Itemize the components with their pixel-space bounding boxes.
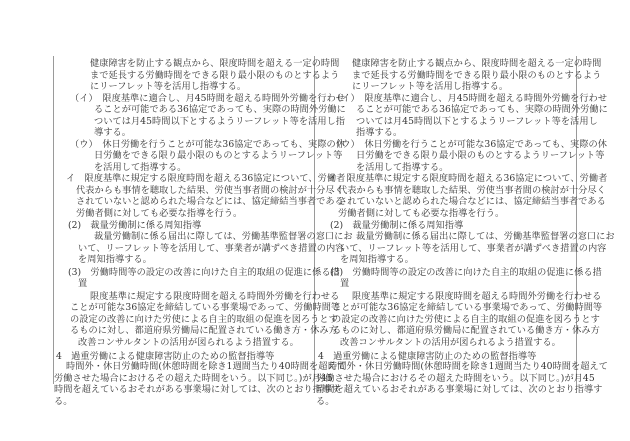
text-line: るものに対し、都道府県労働局に配置されている働き方・休み方 bbox=[70, 325, 338, 336]
text-line: るものに対し、都道府県労働局に配置されている働き方・休み方 bbox=[332, 325, 600, 336]
text-line: 代表からも事情を聴取した結果、労使当事者間の検討が十分尽く bbox=[338, 185, 606, 196]
text-line: （ウ） 休日労働を行うことが可能な36協定であっても、実際の休 bbox=[70, 139, 345, 150]
text-line: 時間外・休日労働時間(休憩時間を除き1週間当たり40時間を超えて bbox=[66, 361, 346, 372]
text-line: (3) 労働時間等の設定の改善に向けた自主的取組の促進に係る措 bbox=[330, 267, 602, 278]
text-line: 限度基準に規定する限度時間を超える時間外労働を行わせる bbox=[352, 291, 602, 302]
text-line: 限度基準に規定する限度時間を超える時間外労働を行わせる bbox=[90, 291, 340, 302]
text-line: されていないと認められた場合などには、協定締結当事者である bbox=[76, 196, 344, 207]
text-line: 指導する。 bbox=[356, 127, 403, 138]
text-line: 4 過重労働による健康障害防止のための監督指導等 bbox=[56, 351, 275, 362]
text-line: まで延長する労働時間をできる限り最小限のものとするよう bbox=[352, 70, 602, 81]
text-line: にリーフレット等を活用し指導する。 bbox=[352, 81, 509, 92]
text-line: 労働者側に対しても必要な指導を行う。 bbox=[76, 208, 243, 219]
text-line: 健康障害を防止する観点から、限度時間を超える一定の時間 bbox=[90, 58, 340, 69]
text-line: 導する。 bbox=[94, 127, 131, 138]
text-line: る。 bbox=[54, 396, 73, 407]
text-line: ことが可能な36協定を締結している事業場であって、労働時間等 bbox=[332, 302, 603, 313]
text-line: 代表からも事情を聴取した結果、労使当事者間の検討が十分尽く bbox=[76, 185, 344, 196]
text-line: いて、リーフレット等を活用して、事業者が講ずべき措置の内容 bbox=[78, 243, 345, 254]
text-line: イ 限度基準に規定する限度時間を超える36協定について、労働者 bbox=[66, 173, 346, 184]
text-line: 労働させた場合におけるその超えた時間をいう。以下同じ。)が月45 bbox=[54, 373, 333, 384]
text-line: いて、リーフレット等を活用して、事業者が講ずべき措置の内容 bbox=[340, 243, 607, 254]
text-line: （イ） 限度基準に適合し、月45時間を超える時間外労働を行わせ bbox=[332, 93, 608, 104]
text-line: 日労働をできる限り最小限のものとするようリーフレット等 bbox=[94, 150, 343, 161]
text-line: 時間を超えているおそれがある事業場に対しては、次のとおり指導す bbox=[316, 384, 603, 395]
text-line: (2) 裁量労働制に係る周知指導 bbox=[330, 220, 464, 231]
text-line: 置 bbox=[78, 278, 88, 289]
text-line: （ウ） 休日労働を行うことが可能な36協定であっても、実際の休 bbox=[332, 139, 607, 150]
text-line: ることが可能である36協定であっても、実際の時間外労働に bbox=[356, 104, 608, 115]
text-line: 健康障害を防止する観点から、限度時間を超える一定の時間 bbox=[352, 58, 602, 69]
text-line: ついては月45時間以下とするようリーフレット等を活用し bbox=[356, 116, 598, 127]
text-line: 時間外・休日労働時間(休憩時間を除き1週間当たり40時間を超えて bbox=[328, 361, 608, 372]
text-line: 4 過重労働による健康障害防止のための監督指導等 bbox=[318, 351, 537, 362]
text-line: (3) 労働時間等の設定の改善に向けた自主的取組の促進に係る措 bbox=[68, 267, 340, 278]
text-line: 労働者側に対しても必要な指導を行う。 bbox=[338, 208, 505, 219]
text-line: の設定の改善に向けた労使による自主的取組の促進を図ろうとす bbox=[70, 314, 338, 325]
text-line: 置 bbox=[340, 278, 350, 289]
text-line: を活用して指導する。 bbox=[356, 162, 449, 173]
text-line: イ 限度基準に規定する限度時間を超える36協定について、労働者 bbox=[328, 173, 608, 184]
text-line: る。 bbox=[316, 396, 335, 407]
text-line: まで延長する労働時間をできる限り最小限のものとするよう bbox=[90, 70, 340, 81]
text-line: 時間を超えているおそれがある事業場に対しては、次のとおり指導す bbox=[54, 384, 341, 395]
text-line: ることが可能である36協定であっても、実際の時間外労働に bbox=[94, 104, 346, 115]
text-line: を周知指導する。 bbox=[78, 254, 152, 265]
text-line: 日労働をできる限り最小限のものとするようリーフレット等 bbox=[356, 150, 605, 161]
text-line: ついては月45時間以下とするようリーフレット等を活用し指 bbox=[94, 116, 346, 127]
text-line: (2) 裁量労働制に係る周知指導 bbox=[68, 220, 202, 231]
text-line: を周知指導する。 bbox=[340, 254, 414, 265]
text-line: 改善コンサルタントの活用が図られるよう措置する。 bbox=[78, 337, 299, 348]
text-line: 労働させた場合におけるその超えた時間をいう。以下同じ。)が月45 bbox=[316, 373, 595, 384]
text-line: にリーフレット等を活用し指導する。 bbox=[90, 81, 247, 92]
text-line: 改善コンサルタントの活用が図られるよう措置する。 bbox=[340, 337, 561, 348]
text-line: の設定の改善に向けた労使による自主的取組の促進を図ろうとす bbox=[332, 314, 600, 325]
text-line: されていないと認められた場合などには、協定締結当事者である bbox=[338, 196, 606, 207]
text-line: 裁量労働制に係る届出に際しては、労働基準監督署の窓口にお bbox=[94, 231, 353, 242]
text-line: ことが可能な36協定を締結している事業場であって、労働時間等 bbox=[70, 302, 341, 313]
text-line: 裁量労働制に係る届出に際しては、労働基準監督署の窓口にお bbox=[356, 231, 615, 242]
text-line: （イ） 限度基準に適合し、月45時間を超える時間外労働を行わせ bbox=[70, 93, 346, 104]
text-line: を活用して指導する。 bbox=[94, 162, 187, 173]
